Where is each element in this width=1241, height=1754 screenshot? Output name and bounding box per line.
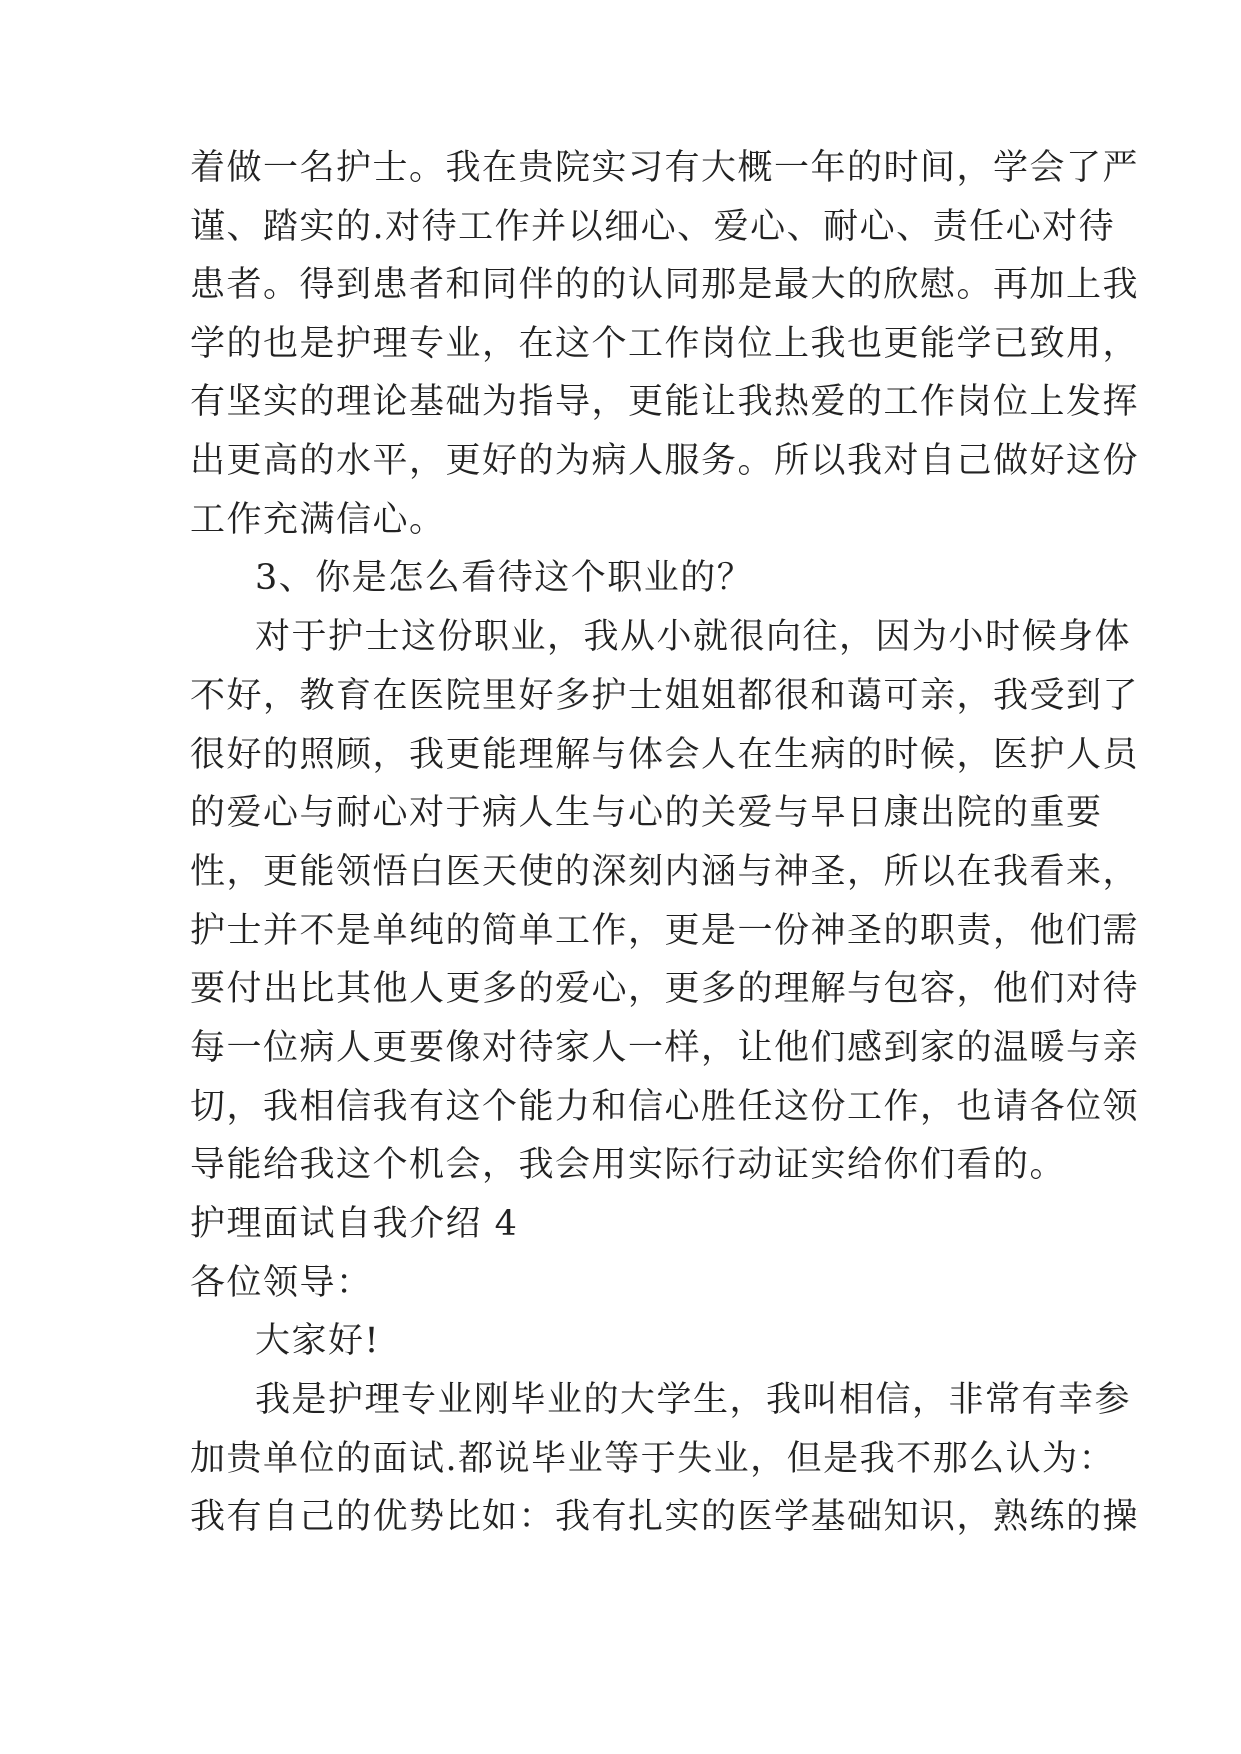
text-line: 对于护士这份职业，我从小就很向往，因为小时候身体 [255,617,1132,657]
text-line: 我有自己的优势比如：我有扎实的医学基础知识，熟练的操 [190,1497,1140,1537]
text-line: 学的也是护理专业，在这个工作岗位上我也更能学已致用， [190,324,1140,364]
text-line: 出更高的水平，更好的为病人服务。所以我对自己做好这份 [190,441,1140,481]
text-line: 工作充满信心。 [190,500,446,540]
text-line: 患者。得到患者和同伴的的认同那是最大的欣慰。再加上我 [190,265,1140,305]
section-title: 护理面试自我介绍 4 [190,1204,519,1244]
text-line: 要付出比其他人更多的爱心，更多的理解与包容，他们对待 [190,969,1140,1009]
text-line: 导能给我这个机会，我会用实际行动证实给你们看的。 [190,1145,1067,1185]
text-line: 加贵单位的面试.都说毕业等于失业，但是我不那么认为： [190,1439,1116,1479]
text-line: 谨、踏实的.对待工作并以细心、爱心、耐心、责任心对待 [190,207,1116,247]
text-line: 着做一名护士。我在贵院实习有大概一年的时间，学会了严 [190,148,1140,188]
text-line: 护士并不是单纯的简单工作，更是一份神圣的职责，他们需 [190,911,1140,951]
text-line: 有坚实的理论基础为指导，更能让我热爱的工作岗位上发挥 [190,382,1140,422]
text-line: 不好，教育在医院里好多护士姐姐都很和蔼可亲，我受到了 [190,676,1140,716]
text-line: 我是护理专业刚毕业的大学生，我叫相信，非常有幸参 [255,1380,1132,1420]
greeting: 大家好! [255,1321,381,1361]
text-line: 的爱心与耐心对于病人生与心的关爱与早日康出院的重要 [190,793,1103,833]
salutation: 各位领导： [190,1263,373,1303]
text-line: 性，更能领悟白医天使的深刻内涵与神圣，所以在我看来， [190,852,1140,892]
text-line: 切，我相信我有这个能力和信心胜任这份工作，也请各位领 [190,1087,1140,1127]
text-line: 很好的照顾，我更能理解与体会人在生病的时候，医护人员 [190,735,1140,775]
text-line: 每一位病人更要像对待家人一样，让他们感到家的温暖与亲 [190,1028,1140,1068]
question-heading: 3、你是怎么看待这个职业的？ [255,558,754,598]
